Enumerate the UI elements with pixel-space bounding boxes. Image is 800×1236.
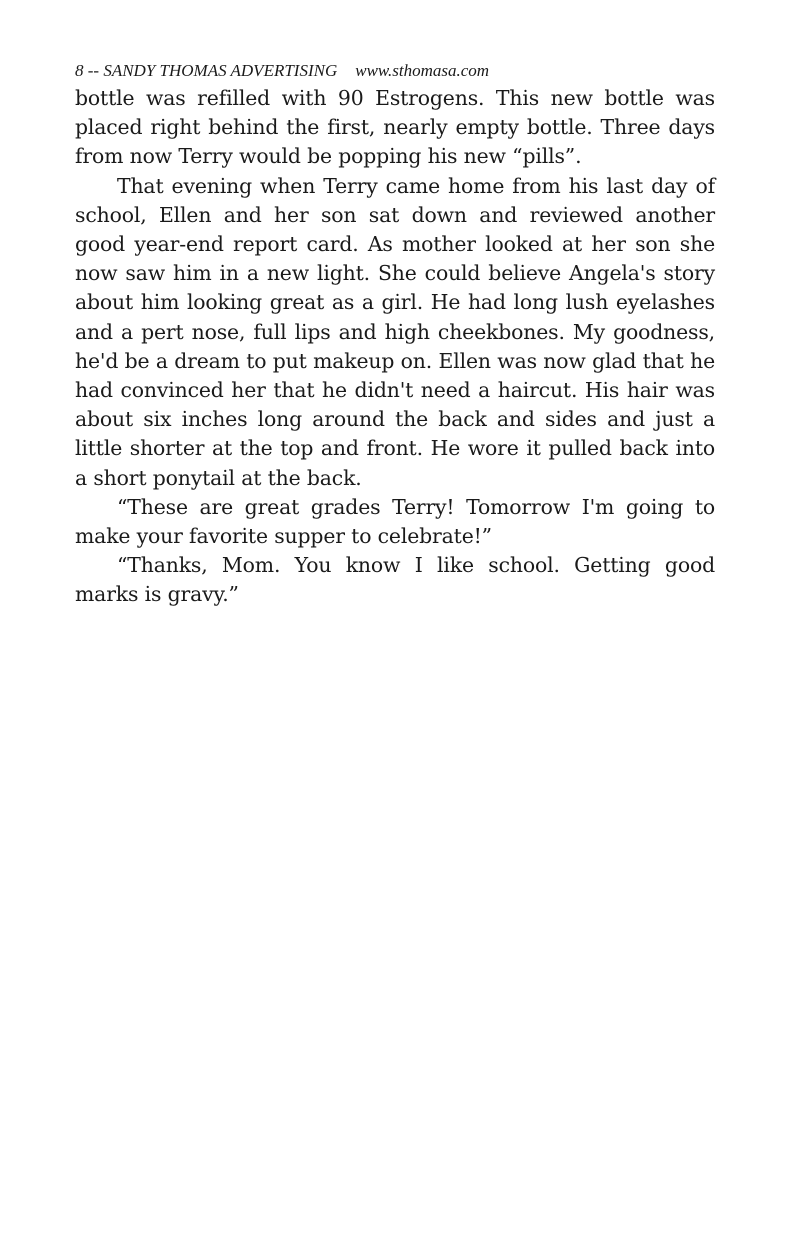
paragraph-dialogue-mother: “These are great grades Terry! Tomorrow I'm going to make your favorite supper to celebrate!” [75,494,715,549]
paragraph-continuation: bottle was refilled with 90 Estrogens. This new bottle was placed right behind the first, nearly empty bottle. Three days from now Terry would be popping his new “pills”. [75,86,715,169]
running-header [75,58,715,84]
paragraph-evening: That evening when Terry came home from his last day of school, Ellen and her son sat down and reviewed another good year-end report card. As mother looked at her son she now saw him in a new light. She could believe Angela's story about him looking great as a girl. He had long lush eyelashes and a pert nose, full lips and high cheekbones. My goodness, he'd be a dream to put makeup on. Ellen was now glad that he had convinced her that he didn't need a haircut. His hair was about six inches long around the back and sides and just a little shorter at the top and front. He wore it pulled back into a short ponytail at the back. [75,173,715,490]
paragraph-dialogue-terry: “Thanks, Mom. You know I like school. Getting good marks is gravy.” [75,553,715,607]
header-website: www.sthomasa.com [355,61,490,80]
header-page-title: 8 -- SANDY THOMAS ADVERTISING [75,61,338,80]
book-page [75,58,715,610]
body-text [75,84,715,610]
